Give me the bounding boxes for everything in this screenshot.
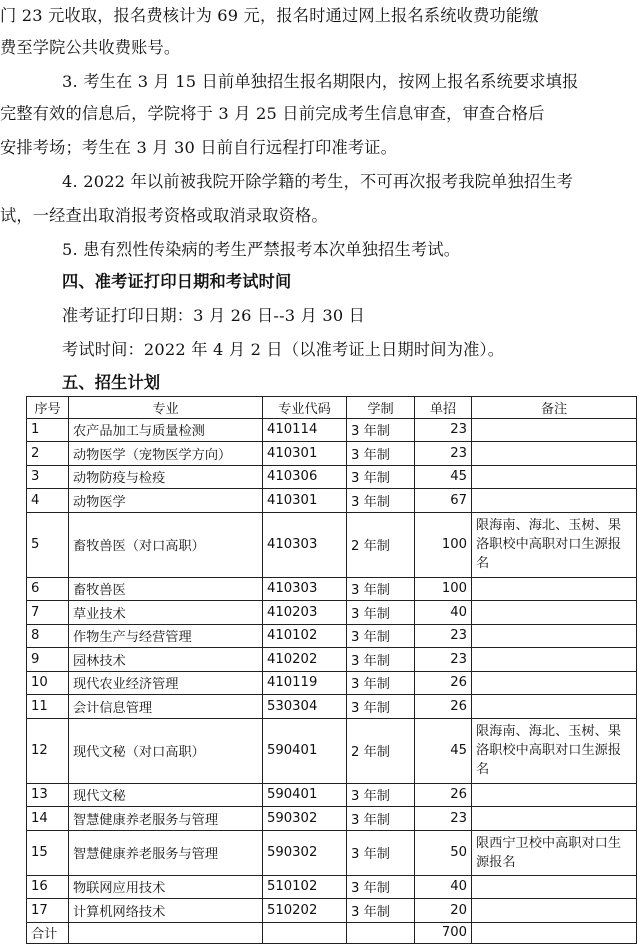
quota: 23 [415, 418, 472, 442]
major-name: 草业技术 [69, 601, 263, 625]
major-name: 物联网应用技术 [69, 875, 263, 899]
table-row [27, 718, 637, 783]
row-number: 3 [27, 465, 69, 489]
row-number: 2 [27, 442, 69, 466]
total-label: 合计 [27, 922, 69, 944]
major-name: 现代农业经济管理 [69, 671, 263, 695]
major-code: 410303 [263, 512, 347, 577]
table-row [27, 695, 637, 719]
row-number: 7 [27, 601, 69, 625]
study-years: 2 年制 [347, 718, 415, 783]
study-years: 3 年制 [347, 601, 415, 625]
header-cell: 备注 [472, 397, 637, 419]
major-name: 智慧健康养老服务与管理 [69, 830, 263, 875]
study-years: 3 年制 [347, 577, 415, 601]
study-years: 3 年制 [347, 624, 415, 648]
table-row [27, 465, 637, 489]
paragraph-line: 试，一经查出取消报考资格或取消录取资格。 [0, 206, 328, 225]
row-number: 8 [27, 624, 69, 648]
row-number: 12 [27, 718, 69, 783]
major-name: 农产品加工与质量检测 [69, 418, 263, 442]
paragraph-line: 费至学院公共收费账号。 [0, 38, 181, 57]
study-years: 3 年制 [347, 783, 415, 807]
table-row [27, 671, 637, 695]
major-code: 590302 [263, 807, 347, 831]
row-number: 9 [27, 648, 69, 672]
major-name: 园林技术 [69, 648, 263, 672]
major-name: 会计信息管理 [69, 695, 263, 719]
paragraph-line: 3. 考生在 3 月 15 日前单独招生报名期限内，按网上报名系统要求填报 [62, 72, 579, 91]
row-number: 11 [27, 695, 69, 719]
paragraph-line: 准考证打印日期：3 月 26 日--3 月 30 日 [62, 306, 366, 325]
major-code: 410119 [263, 671, 347, 695]
row-number: 4 [27, 489, 69, 513]
row-number: 16 [27, 875, 69, 899]
major-name: 畜牧兽医 [69, 577, 263, 601]
remark: 限海南、海北、玉树、果洛职校中高职对口生源报名 [472, 718, 637, 783]
remark [472, 489, 637, 513]
major-code: 410114 [263, 418, 347, 442]
table-row [27, 512, 637, 577]
row-number: 1 [27, 418, 69, 442]
major-name: 动物防疫与检疫 [69, 465, 263, 489]
major-name: 计算机网络技术 [69, 899, 263, 923]
paragraph-line: 4. 2022 年以前被我院开除学籍的考生，不可再次报考我院单独招生考 [62, 172, 573, 191]
remark [472, 671, 637, 695]
header-cell: 专业代码 [263, 397, 347, 419]
remark [472, 418, 637, 442]
major-code: 590401 [263, 718, 347, 783]
major-name: 畜牧兽医（对口高职） [69, 512, 263, 577]
table-row [27, 442, 637, 466]
total-value: 700 [415, 922, 472, 944]
quota: 100 [415, 512, 472, 577]
quota: 26 [415, 783, 472, 807]
study-years: 2 年制 [347, 512, 415, 577]
major-code: 510202 [263, 899, 347, 923]
quota: 26 [415, 671, 472, 695]
paragraph-line: 考试时间：2022 年 4 月 2 日（以准考证上日期时间为准）。 [62, 340, 505, 359]
major-code: 410102 [263, 624, 347, 648]
quota: 23 [415, 624, 472, 648]
remark [472, 624, 637, 648]
remark [472, 783, 637, 807]
study-years: 3 年制 [347, 830, 415, 875]
remark [472, 695, 637, 719]
row-number: 13 [27, 783, 69, 807]
major-code: 410306 [263, 465, 347, 489]
row-number: 10 [27, 671, 69, 695]
study-years: 3 年制 [347, 648, 415, 672]
major-code: 410202 [263, 648, 347, 672]
row-number: 15 [27, 830, 69, 875]
table-row [27, 899, 637, 923]
major-name: 动物医学 [69, 489, 263, 513]
quota: 45 [415, 465, 472, 489]
major-code: 530304 [263, 695, 347, 719]
quota: 45 [415, 718, 472, 783]
paragraph-line: 门 23 元收取，报名费核计为 69 元，报名时通过网上报名系统收费功能缴 [0, 6, 539, 25]
remark [472, 465, 637, 489]
quota: 40 [415, 601, 472, 625]
table-row [27, 577, 637, 601]
major-code: 510102 [263, 875, 347, 899]
major-code: 410301 [263, 442, 347, 466]
study-years: 3 年制 [347, 489, 415, 513]
row-number: 5 [27, 512, 69, 577]
table-row [27, 601, 637, 625]
quota: 50 [415, 830, 472, 875]
section-heading: 四、准考证打印日期和考试时间 [62, 272, 292, 291]
table-row [27, 648, 637, 672]
study-years: 3 年制 [347, 418, 415, 442]
header-cell: 序号 [27, 397, 69, 419]
major-name: 现代文秘（对口高职） [69, 718, 263, 783]
table-row [27, 418, 637, 442]
remark [472, 577, 637, 601]
table-total-row [27, 922, 637, 944]
table-row [27, 783, 637, 807]
major-code: 410303 [263, 577, 347, 601]
major-code: 590401 [263, 783, 347, 807]
header-cell: 学制 [347, 397, 415, 419]
study-years: 3 年制 [347, 695, 415, 719]
enrollment-plan-table [26, 396, 637, 944]
quota: 100 [415, 577, 472, 601]
quota: 26 [415, 695, 472, 719]
major-name: 动物医学（宠物医学方向） [69, 442, 263, 466]
paragraph-line: 完整有效的信息后，学院将于 3 月 25 日前完成考生信息审查，审查合格后 [0, 104, 545, 123]
major-name: 现代文秘 [69, 783, 263, 807]
major-name: 智慧健康养老服务与管理 [69, 807, 263, 831]
remark [472, 899, 637, 923]
quota: 23 [415, 648, 472, 672]
quota: 67 [415, 489, 472, 513]
remark [472, 875, 637, 899]
table-row [27, 807, 637, 831]
study-years: 3 年制 [347, 807, 415, 831]
header-cell: 单招 [415, 397, 472, 419]
table-row [27, 624, 637, 648]
quota: 23 [415, 807, 472, 831]
table-row [27, 875, 637, 899]
table-header-row [27, 397, 637, 419]
study-years: 3 年制 [347, 875, 415, 899]
study-years: 3 年制 [347, 465, 415, 489]
table-row [27, 489, 637, 513]
remark: 限西宁卫校中高职对口生源报名 [472, 830, 637, 875]
table-row [27, 830, 637, 875]
section-heading: 五、招生计划 [62, 373, 161, 392]
major-code: 410301 [263, 489, 347, 513]
major-name: 作物生产与经营管理 [69, 624, 263, 648]
study-years: 3 年制 [347, 442, 415, 466]
quota: 20 [415, 899, 472, 923]
major-code: 410203 [263, 601, 347, 625]
row-number: 17 [27, 899, 69, 923]
study-years: 3 年制 [347, 899, 415, 923]
remark [472, 648, 637, 672]
study-years: 3 年制 [347, 671, 415, 695]
major-code: 590302 [263, 830, 347, 875]
header-cell: 专业 [69, 397, 263, 419]
quota: 23 [415, 442, 472, 466]
remark [472, 442, 637, 466]
paragraph-line: 安排考场；考生在 3 月 30 日前自行远程打印准考证。 [0, 138, 398, 157]
remark: 限海南、海北、玉树、果洛职校中高职对口生源报名 [472, 512, 637, 577]
remark [472, 807, 637, 831]
row-number: 14 [27, 807, 69, 831]
paragraph-line: 5. 患有烈性传染病的考生严禁报考本次单独招生考试。 [62, 240, 461, 259]
row-number: 6 [27, 577, 69, 601]
quota: 40 [415, 875, 472, 899]
remark [472, 601, 637, 625]
